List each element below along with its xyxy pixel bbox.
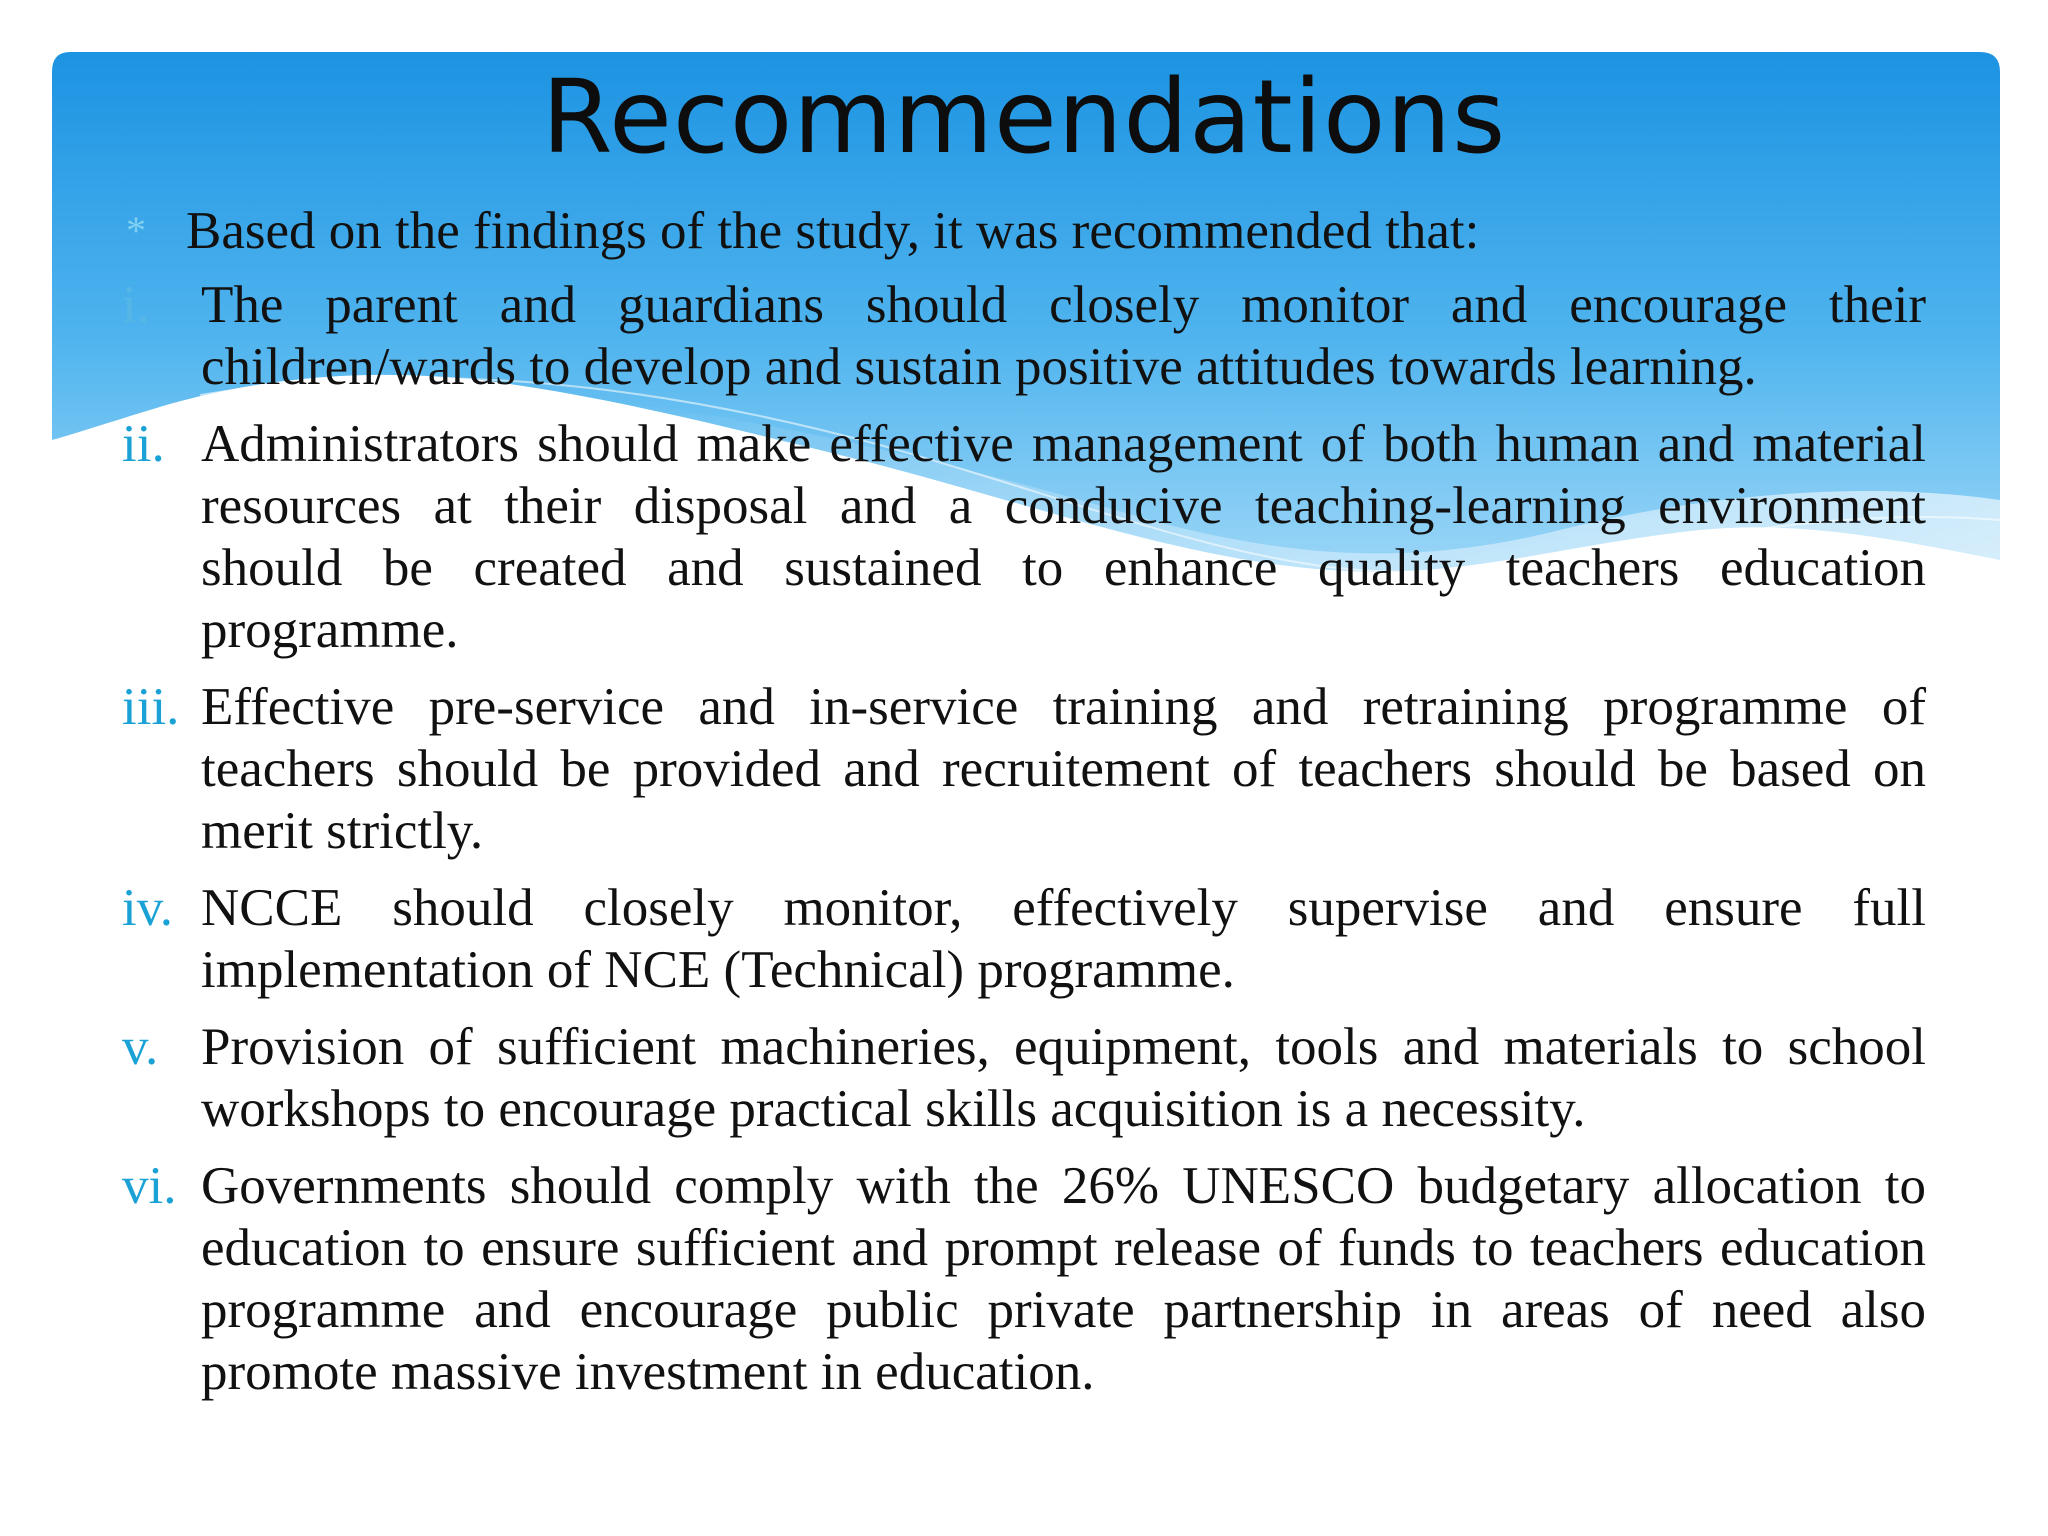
recommendation-text: Provision of sufficient machineries, equipment, tools and materials to school workshops to encourage practical skills acquisition is a necessity. bbox=[201, 1018, 1926, 1138]
recommendation-item bbox=[122, 1016, 1926, 1140]
slide-title: Recommendations bbox=[541, 58, 1507, 177]
recommendation-item bbox=[122, 676, 1926, 862]
recommendation-numeral: ii. bbox=[122, 415, 165, 473]
recommendation-item bbox=[122, 1155, 1926, 1403]
recommendation-item bbox=[122, 877, 1926, 1001]
recommendation-numeral: iv. bbox=[122, 879, 174, 937]
recommendation-text: Effective pre-service and in-service training and retraining programme of teachers should be provided and recruitement of teachers should be based on merit strictly. bbox=[201, 678, 1926, 860]
recommendation-text: Administrators should make effective management of both human and material resources at their disposal and a conducive teaching-learning environment should be created and sustained to enhance quality teachers education programme. bbox=[201, 415, 1926, 659]
recommendation-numeral: v. bbox=[122, 1018, 159, 1076]
recommendation-text: Governments should comply with the 26% UNESCO budgetary allocation to education to ensure sufficient and prompt release of funds to teachers education programme and encourage public private partnership in areas of need also promote massive investment in education. bbox=[201, 1157, 1926, 1401]
intro-line bbox=[122, 200, 1926, 262]
recommendation-numeral: vi. bbox=[122, 1157, 177, 1215]
recommendation-numeral: i. bbox=[122, 276, 150, 334]
recommendation-item bbox=[122, 274, 1926, 398]
recommendation-numeral: iii. bbox=[122, 678, 180, 736]
recommendation-text: The parent and guardians should closely monitor and encourage their children/wards to develop and sustain positive attitudes towards learning. bbox=[201, 276, 1926, 396]
recommendation-text: NCCE should closely monitor, effectively supervise and ensure full implementation of NCE (Technical) programme. bbox=[201, 879, 1926, 999]
bullet-asterisk-icon: * bbox=[126, 208, 146, 253]
recommendations-body bbox=[122, 200, 1926, 1418]
intro-text: Based on the findings of the study, it was recommended that: bbox=[186, 202, 1480, 260]
recommendation-item bbox=[122, 413, 1926, 661]
